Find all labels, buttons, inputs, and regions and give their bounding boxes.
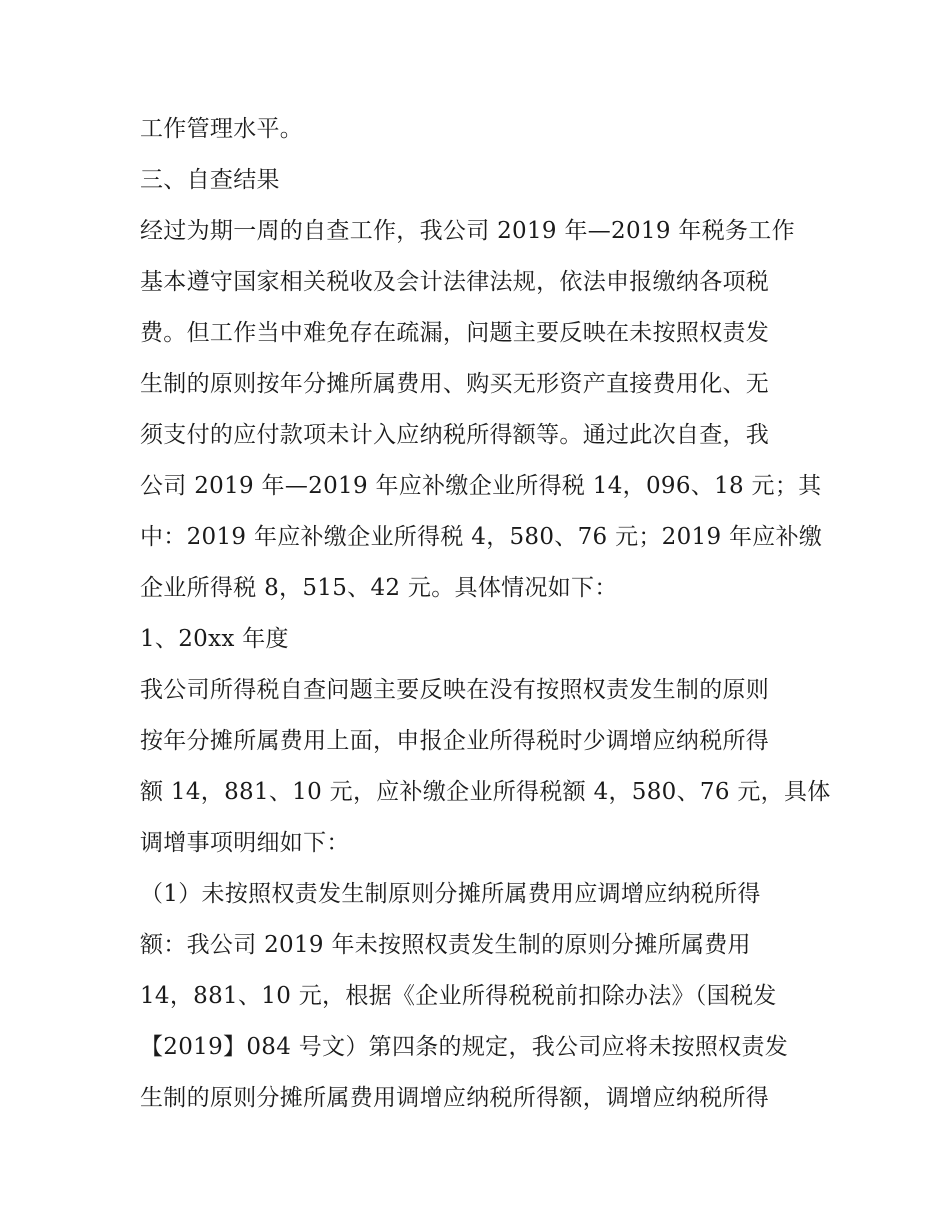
- subsection-heading: 1、20xx 年度: [140, 626, 289, 652]
- text-line: 公司 2019 年—2019 年应补缴企业所得税 14，096、18 元；其: [140, 473, 822, 499]
- text-line: 中：2019 年应补缴企业所得税 4，580、76 元；2019 年应补缴: [140, 524, 823, 550]
- text-line: 调增事项明细如下：: [140, 830, 350, 856]
- body-text: [140, 104, 831, 1124]
- text-line: 额 14，881、10 元，应补缴企业所得税额 4，580、76 元，具体: [140, 779, 831, 805]
- text-line: 基本遵守国家相关税收及会计法律法规，依法申报缴纳各项税: [140, 269, 770, 295]
- text-line: 生制的原则按年分摊所属费用、购买无形资产直接费用化、无: [140, 371, 770, 397]
- section-heading: 三、自查结果: [140, 167, 280, 193]
- text-line: 须支付的应付款项未计入应纳税所得额等。通过此次自查，我: [140, 422, 770, 448]
- text-line: 费。但工作当中难免存在疏漏，问题主要反映在未按照权责发: [140, 320, 770, 346]
- text-line: 生制的原则分摊所属费用调增应纳税所得额，调增应纳税所得: [140, 1085, 770, 1111]
- text-line: （1）未按照权责发生制原则分摊所属费用应调增应纳税所得: [140, 881, 761, 907]
- text-line: 【2019】084 号文）第四条的规定，我公司应将未按照权责发: [140, 1034, 789, 1060]
- text-line: 按年分摊所属费用上面，申报企业所得税时少调增应纳税所得: [140, 728, 770, 754]
- text-line: 企业所得税 8，515、42 元。具体情况如下：: [140, 575, 618, 601]
- text-line: 我公司所得税自查问题主要反映在没有按照权责发生制的原则: [140, 677, 770, 703]
- text-line: 14，881、10 元，根据《企业所得税税前扣除办法》（国税发: [140, 983, 777, 1009]
- text-line: 额：我公司 2019 年未按照权责发生制的原则分摊所属费用: [140, 932, 751, 958]
- text-line: 经过为期一周的自查工作，我公司 2019 年—2019 年税务工作: [140, 218, 795, 244]
- text-line: 工作管理水平。: [140, 116, 304, 142]
